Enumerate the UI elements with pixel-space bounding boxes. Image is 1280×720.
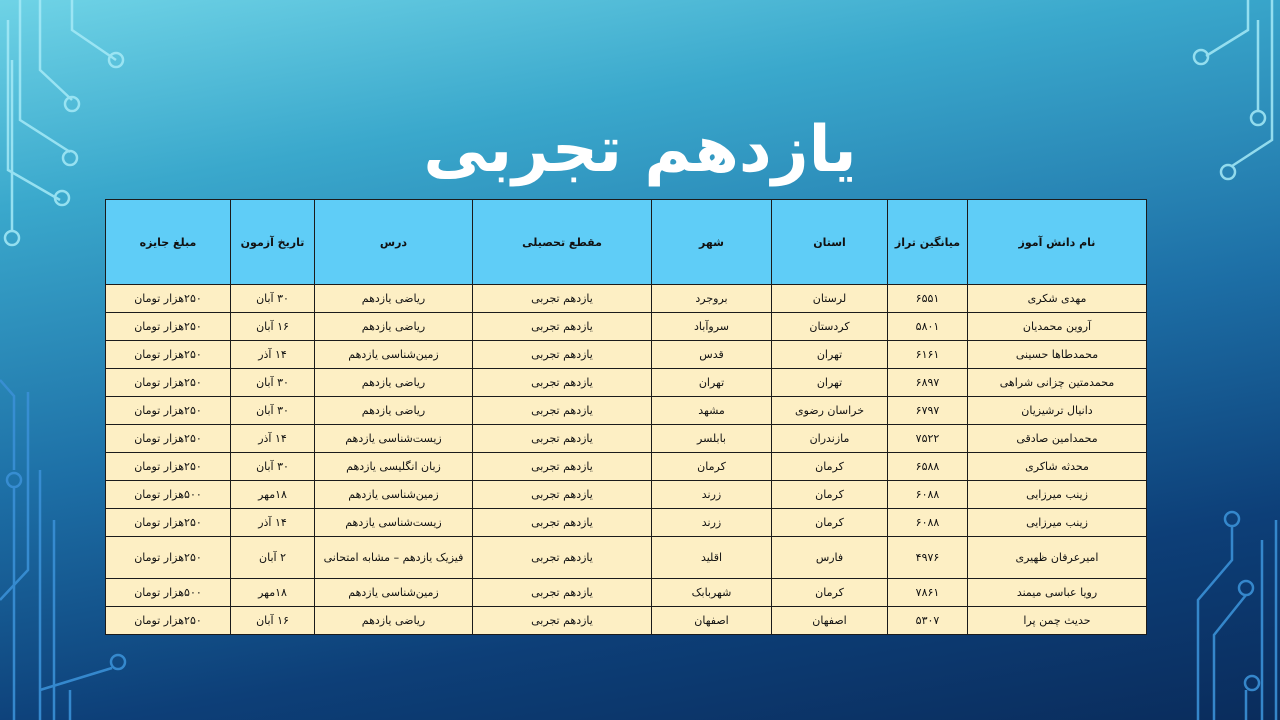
- table-row: [106, 313, 1147, 341]
- cell-subject: زیست‌شناسی یازدهم: [315, 509, 473, 537]
- cell-province: لرستان: [772, 285, 888, 313]
- cell-subject: زیست‌شناسی یازدهم: [315, 425, 473, 453]
- cell-student-name: رویا عباسی میمند: [968, 579, 1147, 607]
- cell-subject: زبان انگلیسی یازدهم: [315, 453, 473, 481]
- cell-city: کرمان: [652, 453, 772, 481]
- table-header-row: [106, 200, 1147, 285]
- cell-province: کرمان: [772, 481, 888, 509]
- table-row: [106, 579, 1147, 607]
- cell-province: فارس: [772, 537, 888, 579]
- cell-province: کرمان: [772, 509, 888, 537]
- results-table-container: [105, 199, 1146, 635]
- cell-city: زرند: [652, 509, 772, 537]
- cell-student-name: حدیث چمن پرا: [968, 607, 1147, 635]
- cell-prize-amount: ۲۵۰هزار تومان: [106, 509, 231, 537]
- cell-average-score: ۶۰۸۸: [888, 509, 968, 537]
- cell-grade: یازدهم تجربی: [473, 537, 652, 579]
- cell-city: مشهد: [652, 397, 772, 425]
- table-row: [106, 425, 1147, 453]
- cell-student-name: زینب میرزایی: [968, 481, 1147, 509]
- cell-student-name: مهدی شکری: [968, 285, 1147, 313]
- cell-subject: زمین‌شناسی یازدهم: [315, 481, 473, 509]
- header-subject: درس: [315, 200, 473, 285]
- cell-prize-amount: ۲۵۰هزار تومان: [106, 369, 231, 397]
- cell-student-name: دانیال ترشیزیان: [968, 397, 1147, 425]
- cell-province: اصفهان: [772, 607, 888, 635]
- cell-grade: یازدهم تجربی: [473, 313, 652, 341]
- cell-prize-amount: ۲۵۰هزار تومان: [106, 453, 231, 481]
- cell-province: کرمان: [772, 579, 888, 607]
- cell-grade: یازدهم تجربی: [473, 425, 652, 453]
- cell-exam-date: ۲ آبان: [231, 537, 315, 579]
- cell-student-name: امیرعرفان ظهیری: [968, 537, 1147, 579]
- cell-average-score: ۶۱۶۱: [888, 341, 968, 369]
- cell-exam-date: ۱۴ آذر: [231, 341, 315, 369]
- cell-city: شهربابک: [652, 579, 772, 607]
- cell-student-name: محمدامین صادقی: [968, 425, 1147, 453]
- cell-prize-amount: ۲۵۰هزار تومان: [106, 537, 231, 579]
- cell-exam-date: ۱۶ آبان: [231, 607, 315, 635]
- cell-average-score: ۴۹۷۶: [888, 537, 968, 579]
- cell-grade: یازدهم تجربی: [473, 369, 652, 397]
- cell-prize-amount: ۲۵۰هزار تومان: [106, 313, 231, 341]
- cell-student-name: محمدمتین چزانی شراهی: [968, 369, 1147, 397]
- table-row: [106, 607, 1147, 635]
- cell-exam-date: ۳۰ آبان: [231, 397, 315, 425]
- cell-province: کرمان: [772, 453, 888, 481]
- cell-average-score: ۶۷۹۷: [888, 397, 968, 425]
- cell-city: بروجرد: [652, 285, 772, 313]
- header-average-score: میانگین تراز: [888, 200, 968, 285]
- cell-subject: ریاضی یازدهم: [315, 397, 473, 425]
- results-table: [105, 199, 1147, 635]
- cell-grade: یازدهم تجربی: [473, 509, 652, 537]
- cell-province: تهران: [772, 341, 888, 369]
- header-province: استان: [772, 200, 888, 285]
- cell-city: اقلید: [652, 537, 772, 579]
- cell-city: زرند: [652, 481, 772, 509]
- cell-student-name: آروین محمدیان: [968, 313, 1147, 341]
- table-row: [106, 453, 1147, 481]
- header-city: شهر: [652, 200, 772, 285]
- cell-student-name: زینب میرزایی: [968, 509, 1147, 537]
- table-row: [106, 285, 1147, 313]
- cell-prize-amount: ۲۵۰هزار تومان: [106, 285, 231, 313]
- table-row: [106, 537, 1147, 579]
- cell-province: خراسان رضوی: [772, 397, 888, 425]
- cell-city: سروآباد: [652, 313, 772, 341]
- cell-exam-date: ۳۰ آبان: [231, 453, 315, 481]
- header-exam-date: تاریخ آزمون: [231, 200, 315, 285]
- cell-average-score: ۵۳۰۷: [888, 607, 968, 635]
- cell-subject: ریاضی یازدهم: [315, 607, 473, 635]
- cell-average-score: ۵۸۰۱: [888, 313, 968, 341]
- cell-exam-date: ۳۰ آبان: [231, 285, 315, 313]
- cell-exam-date: ۱۴ آذر: [231, 509, 315, 537]
- cell-grade: یازدهم تجربی: [473, 285, 652, 313]
- cell-exam-date: ۱۶ آبان: [231, 313, 315, 341]
- cell-prize-amount: ۵۰۰هزار تومان: [106, 481, 231, 509]
- cell-grade: یازدهم تجربی: [473, 607, 652, 635]
- cell-prize-amount: ۲۵۰هزار تومان: [106, 341, 231, 369]
- cell-student-name: محمدطاها حسینی: [968, 341, 1147, 369]
- cell-average-score: ۶۸۹۷: [888, 369, 968, 397]
- cell-province: مازندران: [772, 425, 888, 453]
- cell-grade: یازدهم تجربی: [473, 397, 652, 425]
- cell-subject: زمین‌شناسی یازدهم: [315, 579, 473, 607]
- cell-prize-amount: ۲۵۰هزار تومان: [106, 425, 231, 453]
- cell-exam-date: ۱۸مهر: [231, 579, 315, 607]
- table-row: [106, 369, 1147, 397]
- cell-grade: یازدهم تجربی: [473, 341, 652, 369]
- table-row: [106, 341, 1147, 369]
- table-row: [106, 397, 1147, 425]
- cell-average-score: ۷۸۶۱: [888, 579, 968, 607]
- cell-subject: زمین‌شناسی یازدهم: [315, 341, 473, 369]
- cell-subject: ریاضی یازدهم: [315, 285, 473, 313]
- cell-city: قدس: [652, 341, 772, 369]
- cell-province: تهران: [772, 369, 888, 397]
- cell-exam-date: ۱۴ آذر: [231, 425, 315, 453]
- cell-subject: ریاضی یازدهم: [315, 313, 473, 341]
- header-grade: مقطع تحصیلی: [473, 200, 652, 285]
- table-row: [106, 509, 1147, 537]
- cell-exam-date: ۳۰ آبان: [231, 369, 315, 397]
- header-prize-amount: مبلغ جایزه: [106, 200, 231, 285]
- cell-city: بابلسر: [652, 425, 772, 453]
- cell-grade: یازدهم تجربی: [473, 481, 652, 509]
- cell-average-score: ۶۵۸۸: [888, 453, 968, 481]
- cell-average-score: ۷۵۲۲: [888, 425, 968, 453]
- cell-exam-date: ۱۸مهر: [231, 481, 315, 509]
- cell-grade: یازدهم تجربی: [473, 453, 652, 481]
- cell-subject: ریاضی یازدهم: [315, 369, 473, 397]
- cell-prize-amount: ۲۵۰هزار تومان: [106, 607, 231, 635]
- slide-title: یازدهم تجربی: [423, 113, 857, 187]
- cell-grade: یازدهم تجربی: [473, 579, 652, 607]
- cell-prize-amount: ۲۵۰هزار تومان: [106, 397, 231, 425]
- cell-student-name: محدثه شاکری: [968, 453, 1147, 481]
- header-student-name: نام دانش آموز: [968, 200, 1147, 285]
- cell-average-score: ۶۰۸۸: [888, 481, 968, 509]
- cell-province: کردستان: [772, 313, 888, 341]
- cell-prize-amount: ۵۰۰هزار تومان: [106, 579, 231, 607]
- cell-city: تهران: [652, 369, 772, 397]
- cell-city: اصفهان: [652, 607, 772, 635]
- cell-subject: فیزیک یازدهم – مشابه امتحانی: [315, 537, 473, 579]
- cell-average-score: ۶۵۵۱: [888, 285, 968, 313]
- table-row: [106, 481, 1147, 509]
